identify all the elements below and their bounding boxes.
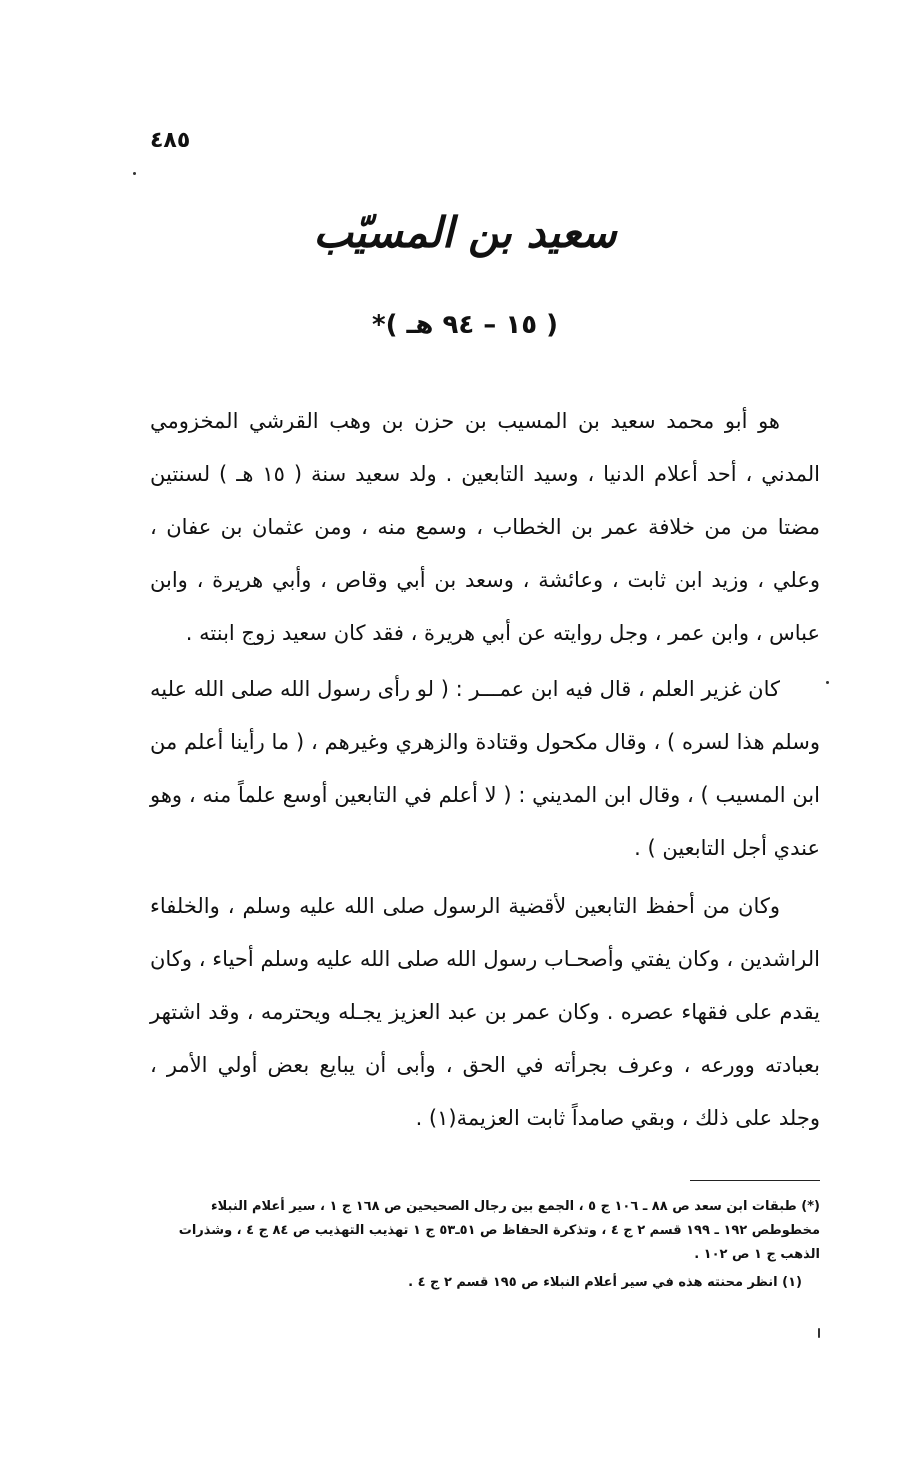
paragraph-2 [150, 663, 820, 875]
paragraph-1-text: هو أبو محمد سعيد بن المسيب بن حزن بن وهب القرشي المخزومي المدني ، أحد أعلام الدنيا ، وسيد التابعين . ولد سعيد سنة ( ١٥ هـ ) لسنتين مضتا من من خلافة عمر بن الخطاب ، وسمع منه ، ومن عثمان بن عفان ، وعلي ، وزيد ابن ثابت ، وعائشة ، وسعد بن أبي وقاص ، وأبي هريرة ، وابن عباس ، وابن عمر ، وجل روايته عن أبي هريرة ، فقد كان سعيد زوج ابنته . [150, 409, 820, 645]
paragraph-1 [150, 395, 820, 660]
paragraph-3 [150, 880, 820, 1145]
life-dates: ( ١٥ – ٩٤ هـ )* [371, 310, 559, 340]
scan-speck [133, 172, 136, 175]
page-number: ٤٨٥ [150, 128, 191, 153]
scan-speck [826, 681, 829, 684]
footnotes [150, 1195, 820, 1295]
footnote-1: (١) انظر محنته هذه في سير أعلام النبلاء ص ١٩٥ قسم ٢ ج ٤ . [408, 1275, 802, 1290]
scan-speck [818, 1328, 820, 1338]
footnote-sources: (*) طبقات ابن سعد ص ٨٨ ـ ١٠٦ ج ٥ ، الجمع بين رجال الصحيحين ص ١٦٨ ج ١ ، سير أعلام النبلاء مخطوطص ١٩٢ ـ ١٩٩ قسم ٢ ج ٤ ، وتذكرة الحفاظ ص ٥١ـ٥٣ ج ١ تهذيب التهذيب ص ٨٤ ج ٤ ، وشذرات الذهب ج ١ ص ١٠٢ . [178, 1199, 820, 1262]
chapter-title: سعيد بن المسيّب [313, 208, 617, 257]
paragraph-2-text: كان غزير العلم ، قال فيه ابن عمـــر : ( لو رأى رسول الله صلى الله عليه وسلم هذا لسره ) ، وقال مكحول وقتادة والزهري وغيرهم ، ( ما رأينا أعلم من ابن المسيب ) ، وقال ابن المديني : ( لا أعلم في التابعين أوسع علماً منه ، وهو عندي أجل التابعين ) . [150, 677, 820, 860]
footnote-divider [690, 1180, 820, 1181]
paragraph-3-text: وكان من أحفظ التابعين لأقضية الرسول صلى الله عليه وسلم ، والخلفاء الراشدين ، وكان يفتي وأصحـاب رسول الله صلى الله عليه وسلم أحياء ، وكان يقدم على فقهاء عصره . وكان عمر بن عبد العزيز يجـله ويحترمه ، وقد اشتهر بعبادته وورعه ، وعرف بجرأته في الحق ، وأبى أن يبايع بعض أولي الأمر ، وجلد على ذلك ، وبقي صامداً ثابت العزيمة(١) . [150, 894, 820, 1130]
